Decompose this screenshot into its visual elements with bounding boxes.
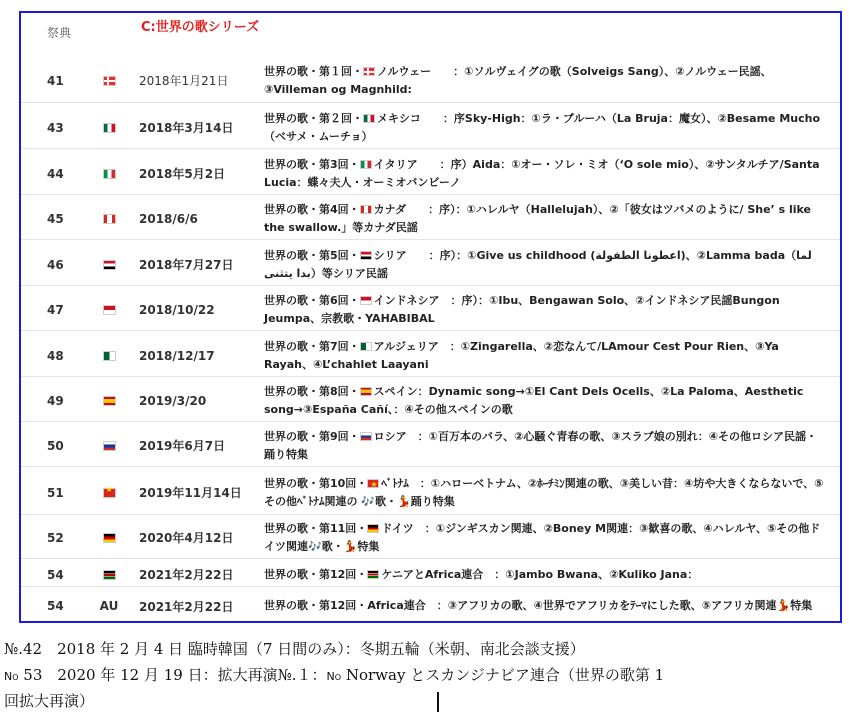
table-row (21, 289, 840, 331)
kenya-flag-icon (103, 570, 116, 580)
row-date: 2018/6/6 (139, 211, 198, 226)
row-flag-cell (79, 123, 139, 133)
row-flag-cell (79, 533, 139, 543)
row-country: Africa連合 (367, 599, 426, 612)
inline-vietnam-flag-icon (367, 479, 379, 488)
row-country: ﾍﾞﾄﾅﾑ (381, 476, 409, 490)
row-songs: ：①Zingarella、②恋なんて/LAmour Cest Pour Rien、③Ya Rayah、④L’chahlet Laayani (264, 339, 779, 371)
table-row (21, 153, 840, 195)
inline-canada-flag-icon (360, 205, 372, 214)
row-series-prefix: 世界の歌・第１回・ (264, 64, 363, 78)
row-flag-cell (79, 488, 139, 498)
row-description (264, 292, 840, 328)
table-row (21, 563, 840, 587)
row-series-prefix: 世界の歌・第3回・ (264, 157, 360, 171)
note-line-2 (4, 664, 856, 688)
row-date: 2018年5月2日 (139, 167, 226, 181)
row-series-prefix: 世界の歌・第12回・ (264, 567, 368, 581)
row-songs: ：①ソルヴェイグの歌（Solveigs Sang）、②ノルウェー民謡、③Villeman og Magnhild: (264, 64, 772, 96)
row-number: 41 (47, 73, 64, 88)
row-series-prefix: 世界の歌・第8回・ (264, 384, 360, 398)
table-row (21, 471, 840, 515)
row-flag-cell (79, 441, 139, 451)
row-number: 45 (47, 211, 64, 226)
indonesia-flag-icon (103, 305, 116, 315)
germany-flag-icon (103, 533, 116, 543)
row-flag-cell (79, 351, 139, 361)
row-date: 2019年11月14日 (139, 486, 242, 500)
text-cursor (437, 692, 439, 712)
row-flag-cell (79, 214, 139, 224)
row-description (264, 383, 840, 419)
row-country: アルジェリア (373, 339, 439, 353)
note-line-1 (4, 638, 856, 661)
row-description (264, 63, 840, 99)
row-date: 2020年4月12日 (139, 531, 234, 545)
row-country: インドネシア (373, 293, 440, 307)
table-row (21, 380, 840, 422)
note-1-number: №.42 (4, 640, 43, 658)
inline-russia-flag-icon (360, 432, 372, 441)
row-country: ドイツ (381, 521, 414, 535)
world-songs-table (19, 11, 842, 623)
note-3-text: 回拡大再演） (4, 692, 95, 710)
table-row (21, 107, 840, 149)
note-1-text: 2018 年 2 月 4 日 臨時韓国（7 日間のみ）：冬期五輪（米朝、南北会談支援） (42, 640, 585, 658)
row-series-prefix: 世界の歌・第9回・ (264, 429, 360, 443)
row-country: メキシコ (377, 111, 421, 125)
row-country: ケニアとAfrica連合 (381, 567, 484, 581)
row-date: 2019年6月7日 (139, 439, 226, 453)
row-description (264, 520, 840, 556)
table-row (21, 425, 840, 467)
note-line-3 (4, 690, 856, 713)
table-row (21, 244, 840, 286)
inline-indonesia-flag-icon (360, 296, 372, 305)
row-country: シリア (373, 248, 407, 262)
row-date: 2018年3月14日 (139, 121, 234, 135)
inline-mexico-flag-icon (363, 114, 375, 123)
table-row (21, 198, 840, 240)
row-songs: ：①百万本のバラ、②心騒ぐ青春の歌、③スラブ娘の別れ：④その他ロシア民謡・踊り特集 (264, 429, 818, 461)
row-number: 50 (47, 438, 64, 453)
row-country: スペイン (373, 384, 418, 398)
row-flag-cell (79, 169, 139, 179)
row-flag-cell (79, 570, 139, 580)
row-number: 46 (47, 257, 64, 272)
row-flag-text: AU (99, 599, 119, 613)
inline-spain-flag-icon (360, 387, 372, 396)
vietnam-flag-icon (103, 488, 116, 498)
row-songs: ：序Sky-High：①ラ・ブルーハ（La Bruja：魔女）、②Besame Mucho（ベサメ・ムーチョ） (264, 111, 821, 143)
inline-italy-flag-icon (360, 160, 372, 169)
row-number: 44 (47, 166, 64, 181)
row-description (264, 247, 840, 283)
note-2-no-mark: No (4, 670, 19, 683)
note-2-text-b: Norway とスカンジナビア連合（世界の歌第 1 (341, 666, 665, 684)
row-number: 47 (47, 302, 64, 317)
row-number: 51 (47, 485, 64, 500)
row-description (264, 156, 840, 192)
row-series-prefix: 世界の歌・第4回・ (264, 202, 360, 216)
row-description (264, 475, 840, 511)
table-row (21, 517, 840, 559)
row-description (264, 428, 840, 464)
row-number: 52 (47, 530, 64, 545)
row-date: 2018/10/22 (139, 302, 215, 317)
row-description (264, 597, 840, 615)
inline-kenya-flag-icon (367, 570, 379, 579)
row-series-prefix: 世界の歌・第7回・ (264, 339, 360, 353)
column-label-festival: 祭典 (47, 26, 72, 40)
row-songs: ：序）Aida：①オー・ソレ・ミオ（‘O sole mio）、②サンタルチア/Santa Lucia：蝶々夫人・オーミオバンビーノ (264, 157, 820, 189)
note-2-text-a: 2020 年 12 月 19 日：拡大再演№.１： (42, 666, 327, 684)
row-description (264, 110, 840, 146)
mexico-flag-icon (103, 123, 116, 133)
table-row (21, 59, 840, 103)
row-songs: ：①ジンギスカン関連、②Boney M関連：③歓喜の歌、④ハレルヤ、⑤その他ドイツ関連🎶歌・💃特集 (264, 521, 821, 553)
table-row (21, 589, 840, 623)
row-songs: ：③アフリカの歌、④世界でアフリカをﾃｰﾏにした歌、⑤アフリカ関連💃特集 (425, 599, 813, 612)
row-date: 2018年1月21日 (139, 74, 229, 88)
row-songs: ：序）：①ハレルヤ（Hallelujah）、②「彼女はツバメのように/ She’ s like the swallow.」等カナダ民謡 (264, 202, 811, 234)
row-country: ノルウェー (377, 64, 432, 78)
row-date: 2018年7月27日 (139, 258, 234, 272)
note-2-no-mark-2: No (326, 670, 342, 683)
row-flag-cell (79, 76, 139, 86)
row-series-prefix: 世界の歌・第6回・ (264, 293, 360, 307)
row-flag-cell (79, 599, 139, 613)
row-country: カナダ (373, 202, 407, 216)
row-number: 48 (47, 348, 64, 363)
row-series-prefix: 世界の歌・第12回・ (264, 599, 368, 612)
table-row (21, 335, 840, 377)
russia-flag-icon (103, 441, 116, 451)
row-date: 2018/12/17 (139, 348, 215, 363)
row-flag-cell (79, 396, 139, 406)
spain-flag-icon (103, 396, 116, 406)
row-series-prefix: 世界の歌・第２回・ (264, 111, 363, 125)
row-country: イタリア (373, 157, 418, 171)
row-songs: ：①ハローベトナム、②ﾎｰﾁﾐﾝ関連の歌、③美しい昔：④坊や大きくならないで、⑤その他ﾍﾞﾄﾅﾑ関連の 🎶歌・💃踊り特集 (264, 476, 824, 508)
series-title: C:世界の歌シリーズ (141, 20, 260, 35)
row-songs: ：序）：①Give us childhood (اعطونا الطفولة)、②Lamma bada（لما بدا يتثنى）等シリア民謡 (264, 248, 812, 280)
row-songs: ：①Jambo Bwana、②Kuliko Jana： (483, 567, 699, 581)
syria-flag-icon (103, 260, 116, 270)
norway-flag-icon (103, 76, 116, 86)
row-number: 43 (47, 120, 64, 135)
inline-germany-flag-icon (367, 524, 379, 533)
row-description (264, 338, 840, 374)
row-flag-cell (79, 305, 139, 315)
inline-norway-flag-icon (363, 67, 375, 76)
row-songs: ：序）：①Ibu、Bengawan Solo、②インドネシア民謡Bungon Jeumpa、宗教歌・YAHABIBAL (264, 293, 780, 325)
row-number: 54 (47, 567, 64, 582)
row-series-prefix: 世界の歌・第10回・ (264, 476, 368, 490)
italy-flag-icon (103, 169, 116, 179)
row-series-prefix: 世界の歌・第5回・ (264, 248, 360, 262)
algeria-flag-icon (103, 351, 116, 361)
inline-syria-flag-icon (360, 251, 372, 260)
row-date: 2019/3/20 (139, 393, 207, 408)
canada-flag-icon (103, 214, 116, 224)
row-country: ロシア (373, 429, 407, 443)
row-date: 2021年2月22日 (139, 568, 234, 582)
row-songs: ：Dynamic song→①El Cant Dels Ocells、②La Paloma、Aesthetic song→③España Cañí、：④その他スペインの歌 (264, 384, 804, 416)
row-series-prefix: 世界の歌・第11回・ (264, 521, 368, 535)
row-description (264, 201, 840, 237)
row-flag-cell (79, 260, 139, 270)
row-number: 49 (47, 393, 64, 408)
inline-algeria-flag-icon (360, 342, 372, 351)
row-number: 54 (47, 599, 64, 613)
row-description (264, 566, 840, 584)
row-date: 2021年2月22日 (139, 599, 234, 614)
note-2-number: 53 (18, 666, 43, 684)
